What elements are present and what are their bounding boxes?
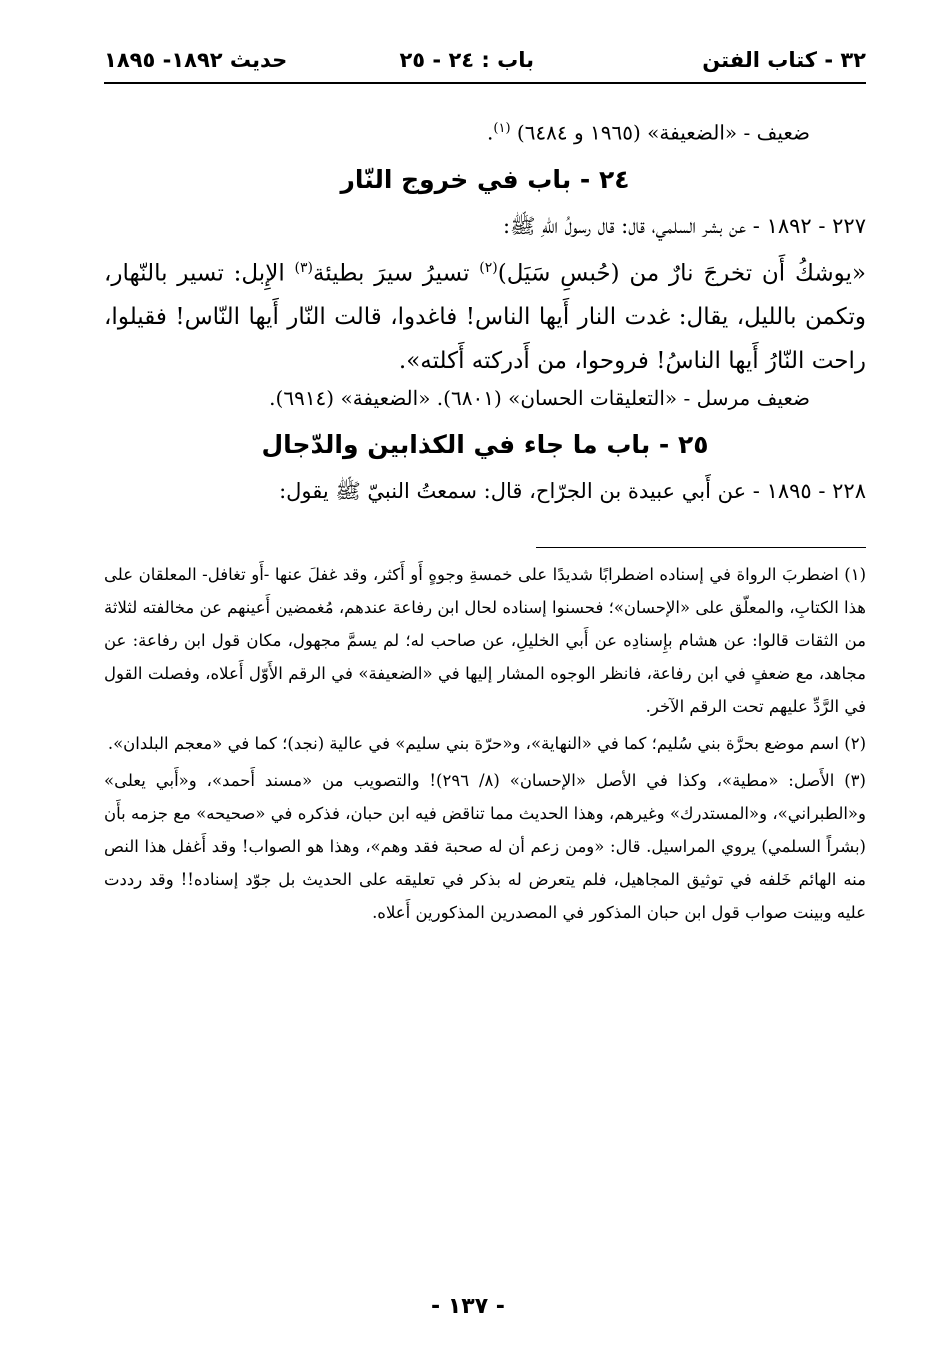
header-chapter-ref: باب : ٢٤ - ٢٥ bbox=[399, 48, 534, 72]
book-page bbox=[104, 40, 866, 933]
grade-end: . bbox=[487, 120, 494, 145]
page-number: - ١٣٧ - bbox=[431, 1294, 505, 1319]
header-book-title: ٣٢ - كتاب الفتن bbox=[702, 48, 866, 72]
hadith-228-isnad: ٢٢٨ - ١٨٩٥ - عن أَبي عبيدة بن الجرّاح، قال: سمعتُ النبيّ ﷺ يقول: bbox=[279, 479, 866, 504]
chapter-25-title: ٢٥ - باب ما جاء في الكذابين والدّجال bbox=[261, 430, 709, 460]
previous-hadith-grade bbox=[104, 114, 866, 148]
hadith-227-isnad: ٢٢٧ - ١٨٩٢ - عن بشر السلمي، قال: قال رسولُ اللهِ ﷺ: bbox=[503, 213, 866, 238]
hadith-227-matn bbox=[104, 246, 866, 384]
matn-part-3: الإِبل: تسير بالنّهار، وتكمن بالليل، يقال: غدت النار أَيها الناس! فاغدوا، قالت النّار أَيها النّاس! فقيلوا، راحت النّارُ أَيها الناسُ! فروحوا، من أَدركته أَكلته». bbox=[104, 260, 866, 375]
footnote-ref-3: (٣) bbox=[294, 259, 313, 276]
footnote-3: (٣) الأَصل: «مطية»، وكذا في الأصل «الإحسان» (٨/ ٢٩٦)! والتصويب من «مسند أَحمد»، و«أَبي يعلى» و«الطبراني»، و«المستدرك» وغيرهم، وهذا الحديث مما تناقض فيه ابن حبان، فذكره في «صحيحه» مع جزمه بأَن (بشراً السلمي) يروي المراسيل. قال: «ومن زعم أن له صحبة فقد وهم»، وهذا هو الصواب! وقد أَغفل هذا النص منه الهائم خَلفه في توثيق المجاهيل، فلم يتعرض له بذكر في تعليقه على الحديث بل جوّد إسناده!! وقد رددت عليه وبينت صواب قول ابن حبان المذكور في المصدرين المذكورين أَعلاه. bbox=[104, 771, 866, 923]
matn-part-2: تسيرُ سيرَ بطيئة bbox=[312, 260, 480, 287]
grade-text: ضعيف - «الضعيفة» (١٩٦٥ و ٦٤٨٤) bbox=[516, 120, 810, 145]
header-divider bbox=[104, 82, 866, 84]
footnotes bbox=[104, 558, 866, 929]
header-hadith-range: حديث ١٨٩٢- ١٨٩٥ bbox=[104, 48, 288, 72]
chapter-24-title: ٢٤ - باب في خروج النّار bbox=[340, 164, 630, 194]
footnote-divider bbox=[536, 547, 866, 548]
footnote-1: (١) اضطربَ الرواة في إسناده اضطرابًا شديدًا على خمسةِ وجوهٍ أَو أَكثر، وقد غفلَ عنها -أَو تغافل- المعلقان على هذا الكتابِ، والمعلّق على «الإحسان»؛ فحسنوا إسناده لحال ابن رفاعة عندهم، مُغمضين أَعينهم عن مخالفته لثلاثة من الثقات قالوا: عن هشام بإِسنادِه عن أَبي الخليلِ، عن صاحب له؛ لم يسمَّ مجهول، مكان قول ابن رفاعة: عن مجاهد، مع ضعفٍ في ابن رفاعة، فانظر الوجوه المشار إليها في «الضعيفة» في الرقم الأَوّل أَعلاه، وفصلت القول في الرَّدِّ عليهم تحت الرقم الآخر. bbox=[104, 565, 866, 717]
footnote-ref-2: (٢) bbox=[479, 259, 498, 276]
footnote-ref-1: (١) bbox=[493, 121, 511, 136]
footnote-2: (٢) اسم موضع بحرَّة بني سُليم؛ كما في «النهاية»، و«حرّة بني سليم» في عالية (نجد)؛ كما في «معجم البلدان». bbox=[107, 734, 866, 754]
hadith-227-grade: ضعيف مرسل - «التعليقات الحسان» (٦٨٠١). «الضعيفة» (٦٩١٤). bbox=[269, 386, 810, 411]
running-header bbox=[104, 40, 866, 80]
matn-part-1: «يوشكُ أَن تخرجَ نارٌ من (حُبسِ سَيَل) bbox=[497, 260, 866, 287]
